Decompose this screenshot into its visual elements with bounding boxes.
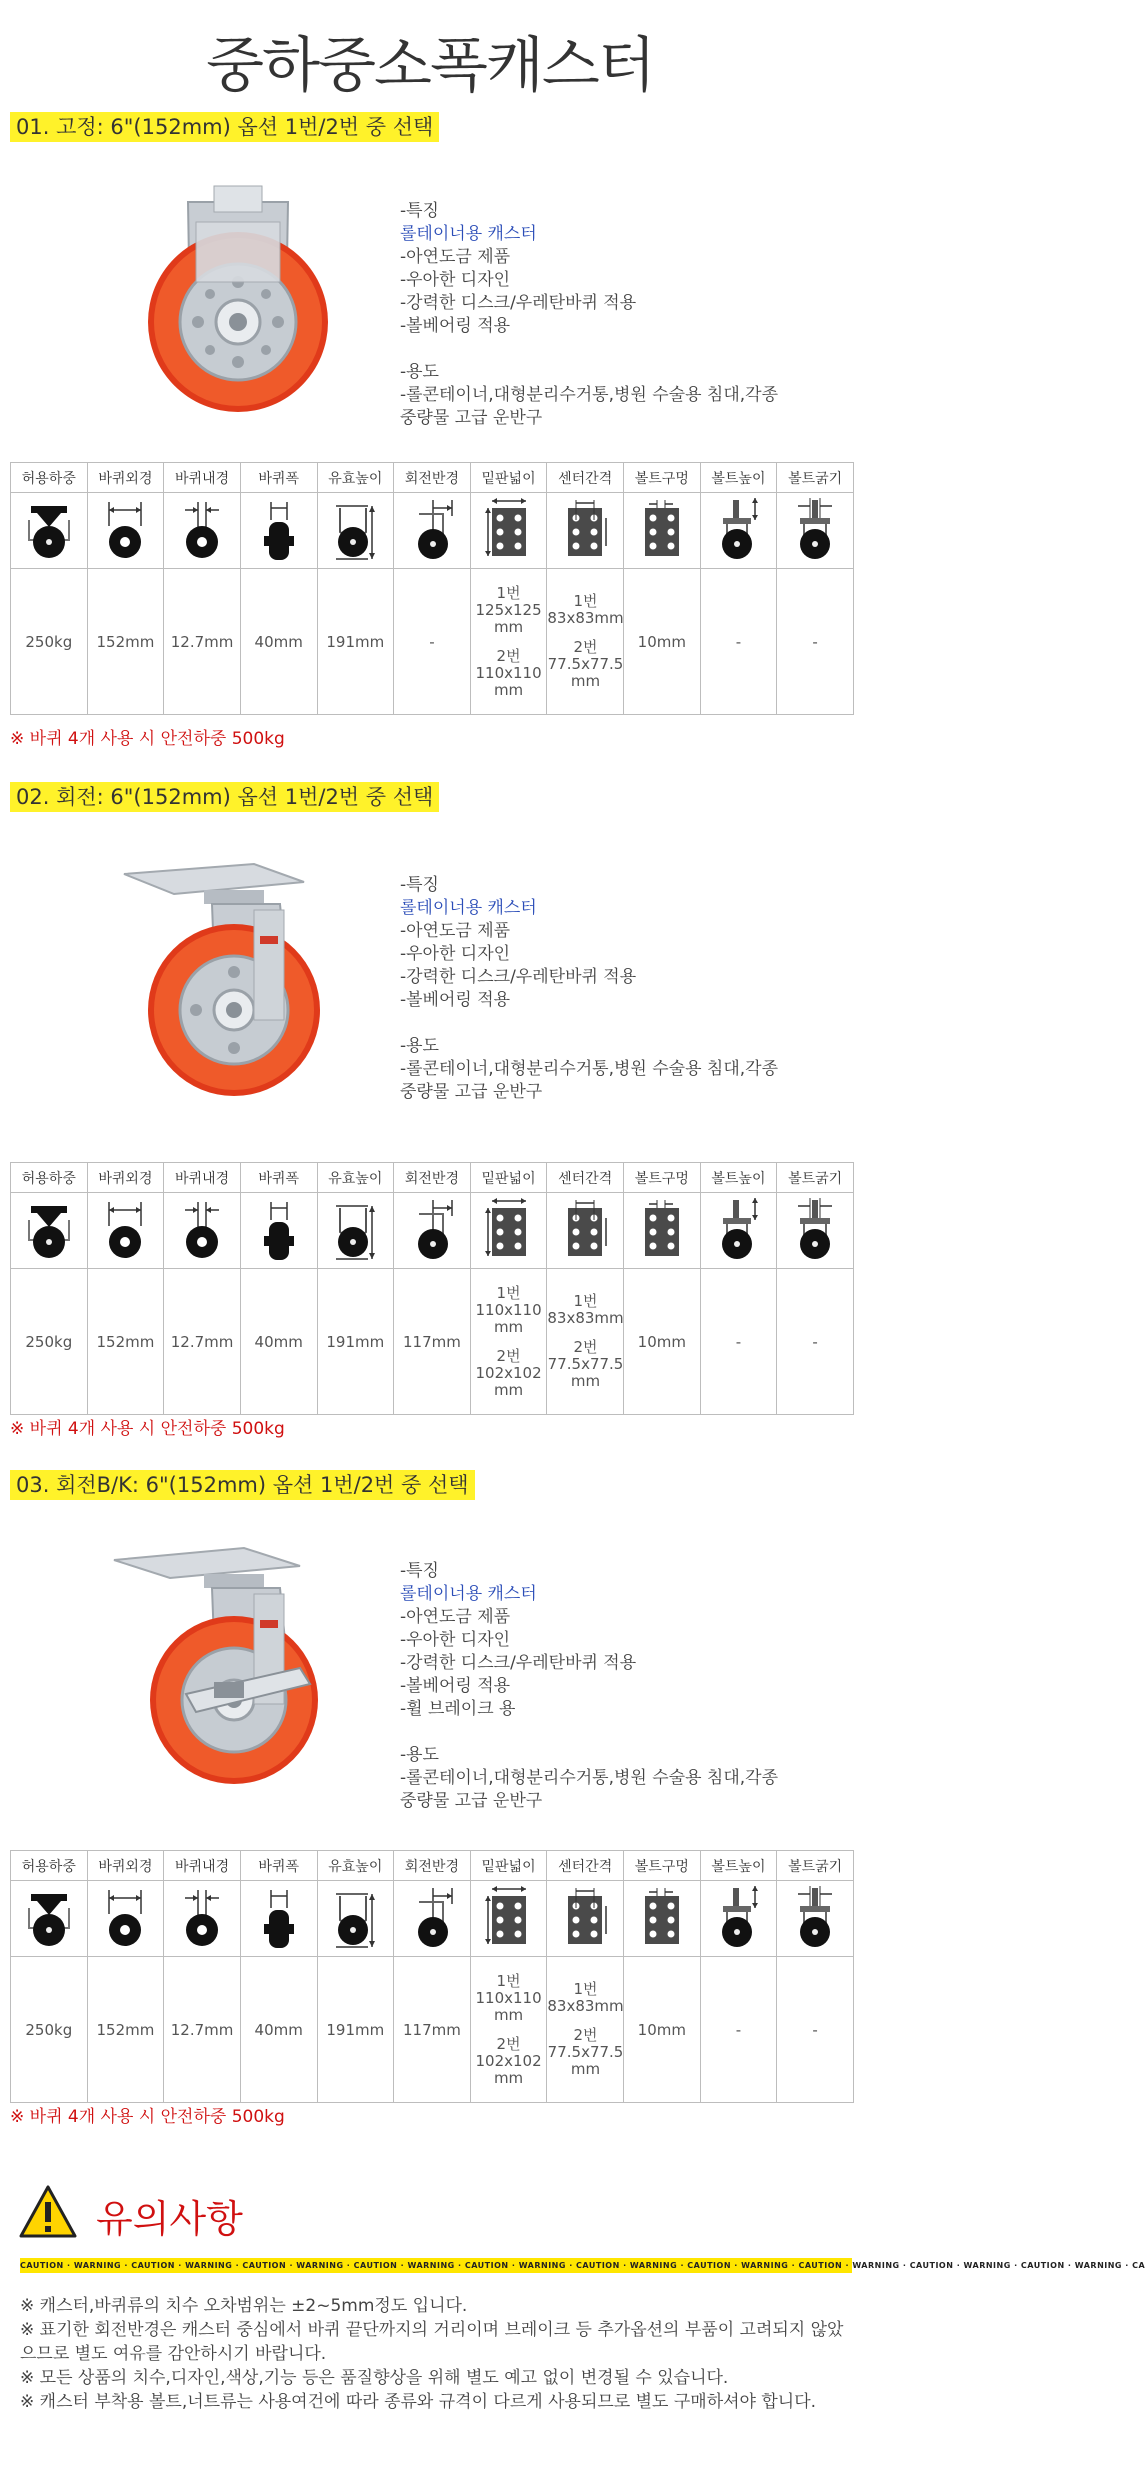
value-bolt-thick: - [777, 1957, 854, 2103]
usage-item: -롤콘테이너,대형분리수거통,병원 수술용 침대,각종 [400, 1059, 779, 1079]
brake-caster-image [104, 1544, 344, 1784]
plate-option-2: 102x102 [475, 1363, 542, 1382]
swivel-caster-image [104, 860, 344, 1100]
plate-option-2: 110x110 [475, 663, 542, 682]
center-spacing-icon [560, 496, 610, 562]
header-width: 바퀴폭 [240, 1163, 317, 1193]
caution-title: 유의사항 [96, 2197, 243, 2241]
header-bolt-height: 볼트높이 [700, 1163, 777, 1193]
icon-radius [394, 1193, 471, 1269]
caution-notes [20, 2294, 850, 2414]
plate-option-2: 102x102 [475, 2051, 542, 2070]
icon-plate [470, 1881, 547, 1957]
wheel-outer-diameter-icon [100, 1196, 150, 1262]
plate-option-2-label: 2번 [496, 646, 521, 665]
plate-option-1-unit: mm [493, 617, 524, 636]
wheel-width-icon [254, 1196, 304, 1262]
icon-center [547, 1881, 624, 1957]
plate-option-1-label: 1번 [496, 1283, 521, 1302]
value-outer: 152mm [87, 569, 164, 715]
spec-header-row [11, 463, 854, 493]
icon-bolt-height [700, 493, 777, 569]
safety-load-note: ※ 바퀴 4개 사용 시 안전하중 500kg [10, 1419, 285, 1439]
plate-option-1-unit: mm [493, 1317, 524, 1336]
header-outer: 바퀴외경 [87, 463, 164, 493]
feature-highlight: 롤테이너용 캐스터 [400, 1584, 537, 1604]
center-option-2-label: 2번 [573, 1338, 598, 1356]
plate-option-2-unit: mm [493, 1380, 524, 1399]
caster-fixed-photo [118, 182, 358, 422]
header-plate: 밑판넓이 [470, 1851, 547, 1881]
center-option-2: 77.5x77.5 [547, 2043, 624, 2061]
center-option-1-label: 1번 [573, 592, 598, 610]
base-plate-icon [484, 1196, 534, 1262]
value-load: 250kg [11, 1269, 88, 1415]
value-inner: 12.7mm [164, 1957, 241, 2103]
caution-note: ※ 모든 상품의 치수,디자인,색상,기능 등은 품질향상을 위해 별도 예고 없이 변경될 수 있습니다. [20, 2368, 729, 2388]
header-inner: 바퀴내경 [164, 463, 241, 493]
section-heading: 03. 회전B/K: 6"(152mm) 옵션 1번/2번 중 선택 [10, 1470, 475, 1500]
header-inner: 바퀴내경 [164, 1163, 241, 1193]
caution-note: ※ 캐스터,바퀴류의 치수 오차범위는 ±2~5mm정도 입니다. [20, 2296, 468, 2316]
bolt-thickness-icon [790, 1884, 840, 1950]
section-swivel-brake [0, 1470, 860, 2150]
spec-table [10, 462, 854, 715]
icon-bolt-hole [624, 1881, 701, 1957]
plate-option-2-unit: mm [493, 680, 524, 699]
value-inner: 12.7mm [164, 1269, 241, 1415]
bolt-height-icon [713, 1196, 763, 1262]
spec-value-row [11, 569, 854, 715]
swivel-radius-icon [407, 496, 457, 562]
value-plate [470, 1957, 547, 2103]
caution-note: ※ 표기한 회전반경은 캐스터 중심에서 바퀴 끝단까지의 거리이며 브레이크 등 추가옵션의 부품이 고려되지 않았으므로 별도 여유를 감안하시기 바랍니다. [20, 2320, 844, 2364]
spec-icon-row [11, 493, 854, 569]
plate-option-2-label: 2번 [496, 2034, 521, 2053]
usage-label: -용도 [400, 1036, 439, 1056]
value-radius: 117mm [394, 1957, 471, 2103]
center-option-2: 77.5x77.5 [547, 655, 624, 673]
feature-item: -아연도금 제품 [400, 921, 511, 941]
feature-item: -휠 브레이크 용 [400, 1699, 516, 1719]
header-plate: 밑판넓이 [470, 463, 547, 493]
spec-table [10, 1162, 854, 1415]
caster-brake-photo [104, 1544, 344, 1784]
value-plate [470, 569, 547, 715]
plate-option-1: 110x110 [475, 1988, 542, 2007]
spec-table [10, 1850, 854, 2103]
spec-value-row [11, 1269, 854, 1415]
icon-width [240, 493, 317, 569]
feature-item: -우아한 디자인 [400, 1630, 511, 1650]
icon-outer [87, 1881, 164, 1957]
feature-item: -우아한 디자인 [400, 944, 511, 964]
wheel-inner-diameter-icon [177, 1884, 227, 1950]
feature-item: -아연도금 제품 [400, 247, 511, 267]
header-width: 바퀴폭 [240, 463, 317, 493]
value-bolt-thick: - [777, 569, 854, 715]
plate-option-1: 125x125 [475, 600, 542, 619]
icon-radius [394, 493, 471, 569]
feature-list [400, 874, 778, 1104]
header-radius: 회전반경 [394, 1851, 471, 1881]
header-center: 센터간격 [547, 1163, 624, 1193]
value-width: 40mm [240, 569, 317, 715]
usage-item: 중량물 고급 운반구 [400, 408, 543, 428]
feature-item: -강력한 디스크/우레탄바퀴 적용 [400, 1653, 637, 1673]
spec-header-row [11, 1163, 854, 1193]
center-spacing-icon [560, 1884, 610, 1950]
header-radius: 회전반경 [394, 463, 471, 493]
caster-swivel-photo [104, 860, 344, 1100]
icon-width [240, 1193, 317, 1269]
feature-item: -아연도금 제품 [400, 1607, 511, 1627]
value-bolt-hole: 10mm [624, 569, 701, 715]
base-plate-icon [484, 1884, 534, 1950]
value-bolt-thick: - [777, 1269, 854, 1415]
base-plate-icon [484, 496, 534, 562]
center-option-1: 83x83mm [547, 1309, 624, 1327]
center-option-1-label: 1번 [573, 1292, 598, 1310]
value-load: 250kg [11, 569, 88, 715]
value-bolt-hole: 10mm [624, 1269, 701, 1415]
header-load: 허용하중 [11, 463, 88, 493]
wheel-outer-diameter-icon [100, 496, 150, 562]
load-icon [24, 1196, 74, 1262]
effective-height-icon [330, 496, 380, 562]
header-center: 센터간격 [547, 463, 624, 493]
center-option-2-unit: mm [570, 2060, 601, 2078]
header-outer: 바퀴외경 [87, 1851, 164, 1881]
header-inner: 바퀴내경 [164, 1851, 241, 1881]
icon-plate [470, 1193, 547, 1269]
effective-height-icon [330, 1884, 380, 1950]
header-height: 유효높이 [317, 1851, 394, 1881]
usage-item: -롤콘테이너,대형분리수거통,병원 수술용 침대,각종 [400, 385, 779, 405]
value-bolt-hole: 10mm [624, 1957, 701, 2103]
icon-plate [470, 493, 547, 569]
feature-item: -강력한 디스크/우레탄바퀴 적용 [400, 967, 637, 987]
value-bolt-height: - [700, 1269, 777, 1415]
header-bolt-height: 볼트높이 [700, 1851, 777, 1881]
wheel-outer-diameter-icon [100, 1884, 150, 1950]
feature-list [400, 200, 778, 430]
bolt-thickness-icon [790, 1196, 840, 1262]
value-outer: 152mm [87, 1957, 164, 2103]
feature-item: -강력한 디스크/우레탄바퀴 적용 [400, 293, 637, 313]
icon-height [317, 1881, 394, 1957]
icon-outer [87, 1193, 164, 1269]
icon-bolt-thick [777, 1881, 854, 1957]
header-radius: 회전반경 [394, 1163, 471, 1193]
feature-item: -볼베어링 적용 [400, 990, 511, 1010]
icon-center [547, 493, 624, 569]
plate-option-2-unit: mm [493, 2068, 524, 2087]
center-option-2: 77.5x77.5 [547, 1355, 624, 1373]
center-spacing-icon [560, 1196, 610, 1262]
icon-load [11, 493, 88, 569]
value-bolt-height: - [700, 569, 777, 715]
center-option-2-unit: mm [570, 672, 601, 690]
spec-header-row [11, 1851, 854, 1881]
bolt-hole-icon [637, 1196, 687, 1262]
center-option-2-unit: mm [570, 1372, 601, 1390]
header-bolt-hole: 볼트구멍 [624, 463, 701, 493]
header-bolt-thick: 볼트굵기 [777, 1163, 854, 1193]
header-bolt-hole: 볼트구멍 [624, 1163, 701, 1193]
icon-height [317, 493, 394, 569]
value-height: 191mm [317, 569, 394, 715]
feature-item: -볼베어링 적용 [400, 316, 511, 336]
feature-list [400, 1560, 778, 1813]
value-bolt-height: - [700, 1957, 777, 2103]
swivel-radius-icon [407, 1884, 457, 1950]
feature-label: -특징 [400, 201, 439, 221]
center-option-2-label: 2번 [573, 638, 598, 656]
section-heading: 02. 회전: 6"(152mm) 옵션 1번/2번 중 선택 [10, 782, 439, 812]
wheel-inner-diameter-icon [177, 1196, 227, 1262]
value-width: 40mm [240, 1957, 317, 2103]
icon-inner [164, 1881, 241, 1957]
center-option-2-label: 2번 [573, 2026, 598, 2044]
usage-item: 중량물 고급 운반구 [400, 1791, 543, 1811]
feature-highlight: 롤테이너용 캐스터 [400, 898, 537, 918]
usage-label: -용도 [400, 1745, 439, 1765]
value-center [547, 1269, 624, 1415]
icon-load [11, 1193, 88, 1269]
header-bolt-height: 볼트높이 [700, 463, 777, 493]
header-center: 센터간격 [547, 1851, 624, 1881]
icon-inner [164, 1193, 241, 1269]
bolt-height-icon [713, 1884, 763, 1950]
bolt-hole-icon [637, 1884, 687, 1950]
icon-bolt-thick [777, 1193, 854, 1269]
feature-item: -볼베어링 적용 [400, 1676, 511, 1696]
value-plate [470, 1269, 547, 1415]
safety-load-note: ※ 바퀴 4개 사용 시 안전하중 500kg [10, 2107, 285, 2127]
header-height: 유효높이 [317, 1163, 394, 1193]
header-bolt-hole: 볼트구멍 [624, 1851, 701, 1881]
load-icon [24, 1884, 74, 1950]
header-bolt-thick: 볼트굵기 [777, 463, 854, 493]
icon-outer [87, 493, 164, 569]
plate-option-1-unit: mm [493, 2005, 524, 2024]
value-height: 191mm [317, 1269, 394, 1415]
caution-note: ※ 캐스터 부착용 볼트,너트류는 사용여건에 따라 종류와 규격이 다르게 사용되므로 별도 구매하셔야 합니다. [20, 2392, 817, 2412]
value-radius: 117mm [394, 1269, 471, 1415]
feature-label: -특징 [400, 875, 439, 895]
page-title: 중하중소폭캐스터 [206, 31, 654, 101]
value-load: 250kg [11, 1957, 88, 2103]
wheel-width-icon [254, 496, 304, 562]
spec-icon-row [11, 1193, 854, 1269]
center-option-1: 83x83mm [547, 1997, 624, 2015]
plate-option-2-label: 2번 [496, 1346, 521, 1365]
usage-item: -롤콘테이너,대형분리수거통,병원 수술용 침대,각종 [400, 1768, 779, 1788]
icon-inner [164, 493, 241, 569]
fixed-caster-image [118, 182, 358, 422]
feature-label: -특징 [400, 1561, 439, 1581]
header-load: 허용하중 [11, 1851, 88, 1881]
section-heading: 01. 고정: 6"(152mm) 옵션 1번/2번 중 선택 [10, 112, 439, 142]
icon-width [240, 1881, 317, 1957]
header-load: 허용하중 [11, 1163, 88, 1193]
plate-option-1-label: 1번 [496, 583, 521, 602]
spec-value-row [11, 1957, 854, 2103]
wheel-width-icon [254, 1884, 304, 1950]
wheel-inner-diameter-icon [177, 496, 227, 562]
value-height: 191mm [317, 1957, 394, 2103]
icon-bolt-height [700, 1881, 777, 1957]
effective-height-icon [330, 1196, 380, 1262]
icon-bolt-height [700, 1193, 777, 1269]
header-outer: 바퀴외경 [87, 1163, 164, 1193]
header-bolt-thick: 볼트굵기 [777, 1851, 854, 1881]
section-swivel [0, 782, 860, 1439]
feature-item: -우아한 디자인 [400, 270, 511, 290]
spec-icon-row [11, 1881, 854, 1957]
bolt-thickness-icon [790, 496, 840, 562]
icon-bolt-hole [624, 493, 701, 569]
swivel-radius-icon [407, 1196, 457, 1262]
header-height: 유효높이 [317, 463, 394, 493]
usage-item: 중량물 고급 운반구 [400, 1082, 543, 1102]
feature-highlight: 롤테이너용 캐스터 [400, 224, 537, 244]
safety-load-note: ※ 바퀴 4개 사용 시 안전하중 500kg [10, 729, 285, 749]
warning-icon [18, 2184, 78, 2240]
value-width: 40mm [240, 1269, 317, 1415]
icon-radius [394, 1881, 471, 1957]
usage-label: -용도 [400, 362, 439, 382]
section-fixed [0, 112, 860, 752]
value-center [547, 1957, 624, 2103]
load-icon [24, 496, 74, 562]
caution-tape: CAUTION · WARNING · CAUTION · WARNING · CAUTION · WARNING · CAUTION · WARNING · CAUTION · WARNING · CAUTION · WARNING · CAUTION · WARNING · CAUTION · WARNING · CAUTION · WARNING · CAUTION · WARNING · CA [20, 2258, 852, 2273]
bolt-hole-icon [637, 496, 687, 562]
icon-load [11, 1881, 88, 1957]
center-option-1-label: 1번 [573, 1980, 598, 1998]
value-inner: 12.7mm [164, 569, 241, 715]
icon-center [547, 1193, 624, 1269]
value-outer: 152mm [87, 1269, 164, 1415]
header-width: 바퀴폭 [240, 1851, 317, 1881]
icon-bolt-hole [624, 1193, 701, 1269]
header-plate: 밑판넓이 [470, 1163, 547, 1193]
value-center [547, 569, 624, 715]
bolt-height-icon [713, 496, 763, 562]
plate-option-1-label: 1번 [496, 1971, 521, 1990]
icon-height [317, 1193, 394, 1269]
icon-bolt-thick [777, 493, 854, 569]
center-option-1: 83x83mm [547, 609, 624, 627]
value-radius: - [394, 569, 471, 715]
plate-option-1: 110x110 [475, 1300, 542, 1319]
